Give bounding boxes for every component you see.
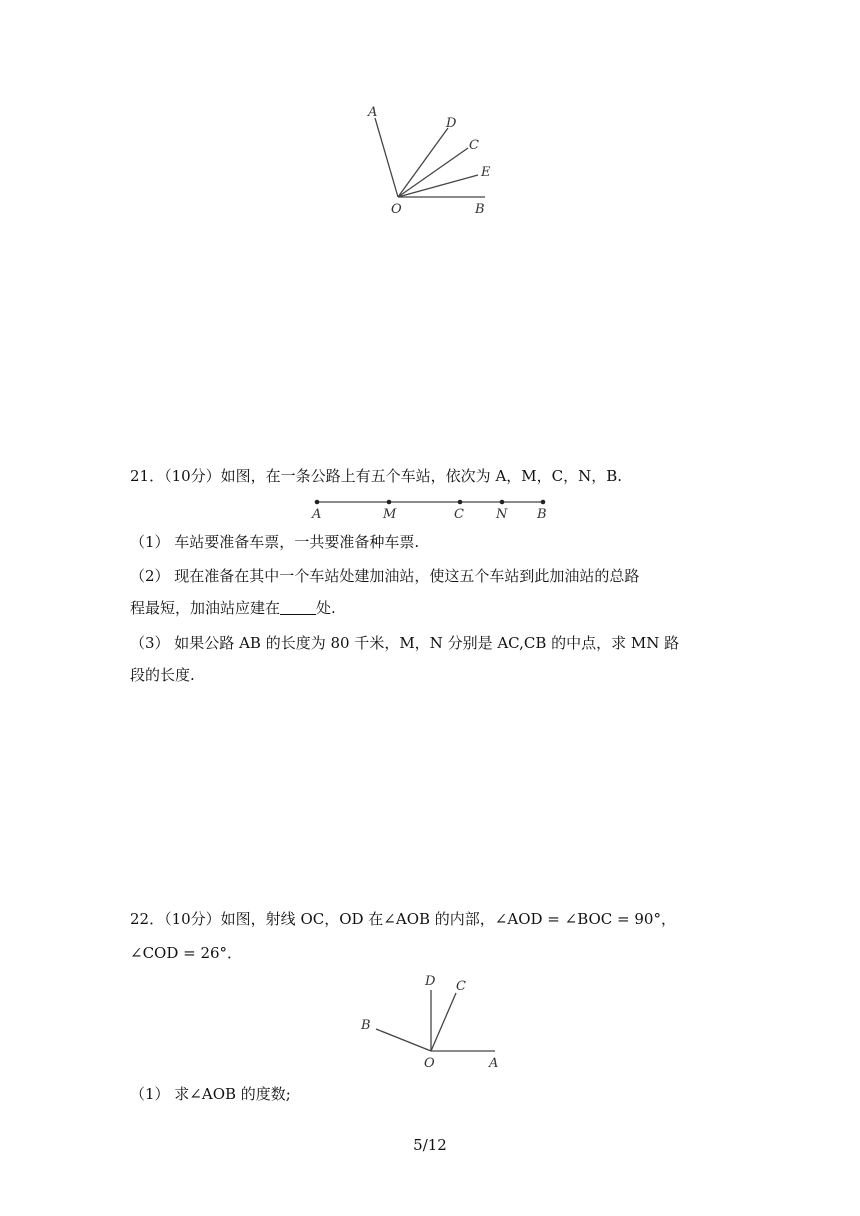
- answer-blank[interactable]: [280, 600, 316, 615]
- q21-part3-line2: 段的长度.: [130, 666, 195, 684]
- q22-stem-line2: ∠COD = 26°．: [130, 944, 243, 962]
- angle-figure-rays: [360, 100, 500, 225]
- label-B: B: [475, 202, 485, 217]
- label-O: O: [391, 202, 402, 217]
- station-label-N: N: [496, 507, 508, 522]
- station-label-C: C: [454, 507, 464, 522]
- label-C: C: [469, 138, 479, 153]
- label-A: A: [489, 1056, 499, 1071]
- label-A: A: [368, 105, 378, 120]
- q21-part1: （1） 车站要准备车票，一共要准备种车票.: [130, 533, 420, 551]
- label-O: O: [424, 1056, 435, 1071]
- angle-figure-aob: [355, 965, 505, 1075]
- label-E: E: [481, 165, 491, 180]
- q21-stem: 21．（10分）如图，在一条公路上有五个车站，依次为 A，M，C，N，B.: [130, 467, 623, 485]
- label-D: D: [425, 974, 436, 989]
- station-label-A: A: [312, 507, 322, 522]
- label-D: D: [446, 116, 457, 131]
- label-B: B: [361, 1018, 371, 1033]
- q22-part1: （1） 求∠AOB 的度数;: [130, 1085, 291, 1103]
- q21-part2-text-a: 程最短，加油站应建在: [130, 599, 281, 617]
- q21-part3-line1: （3） 如果公路 AB 的长度为 80 千米，M，N 分别是 AC,CB 的中点，求 MN 路: [130, 634, 680, 652]
- q21-part2-line1: （2） 现在准备在其中一个车站处建加油站，使这五个车站到此加油站的总路: [130, 567, 640, 585]
- station-label-B: B: [537, 507, 547, 522]
- station-label-M: M: [383, 507, 397, 522]
- q21-part2-text-b: 处.: [316, 599, 336, 617]
- label-C: C: [456, 979, 466, 994]
- q21-part2-line2: [130, 598, 336, 618]
- page-number: 5/12: [413, 1136, 447, 1154]
- road-stations-figure: [305, 494, 560, 522]
- q22-stem-line1: 22．（10分）如图，射线 OC，OD 在∠AOB 的内部，∠AOD = ∠BOC = 90°，: [130, 910, 676, 928]
